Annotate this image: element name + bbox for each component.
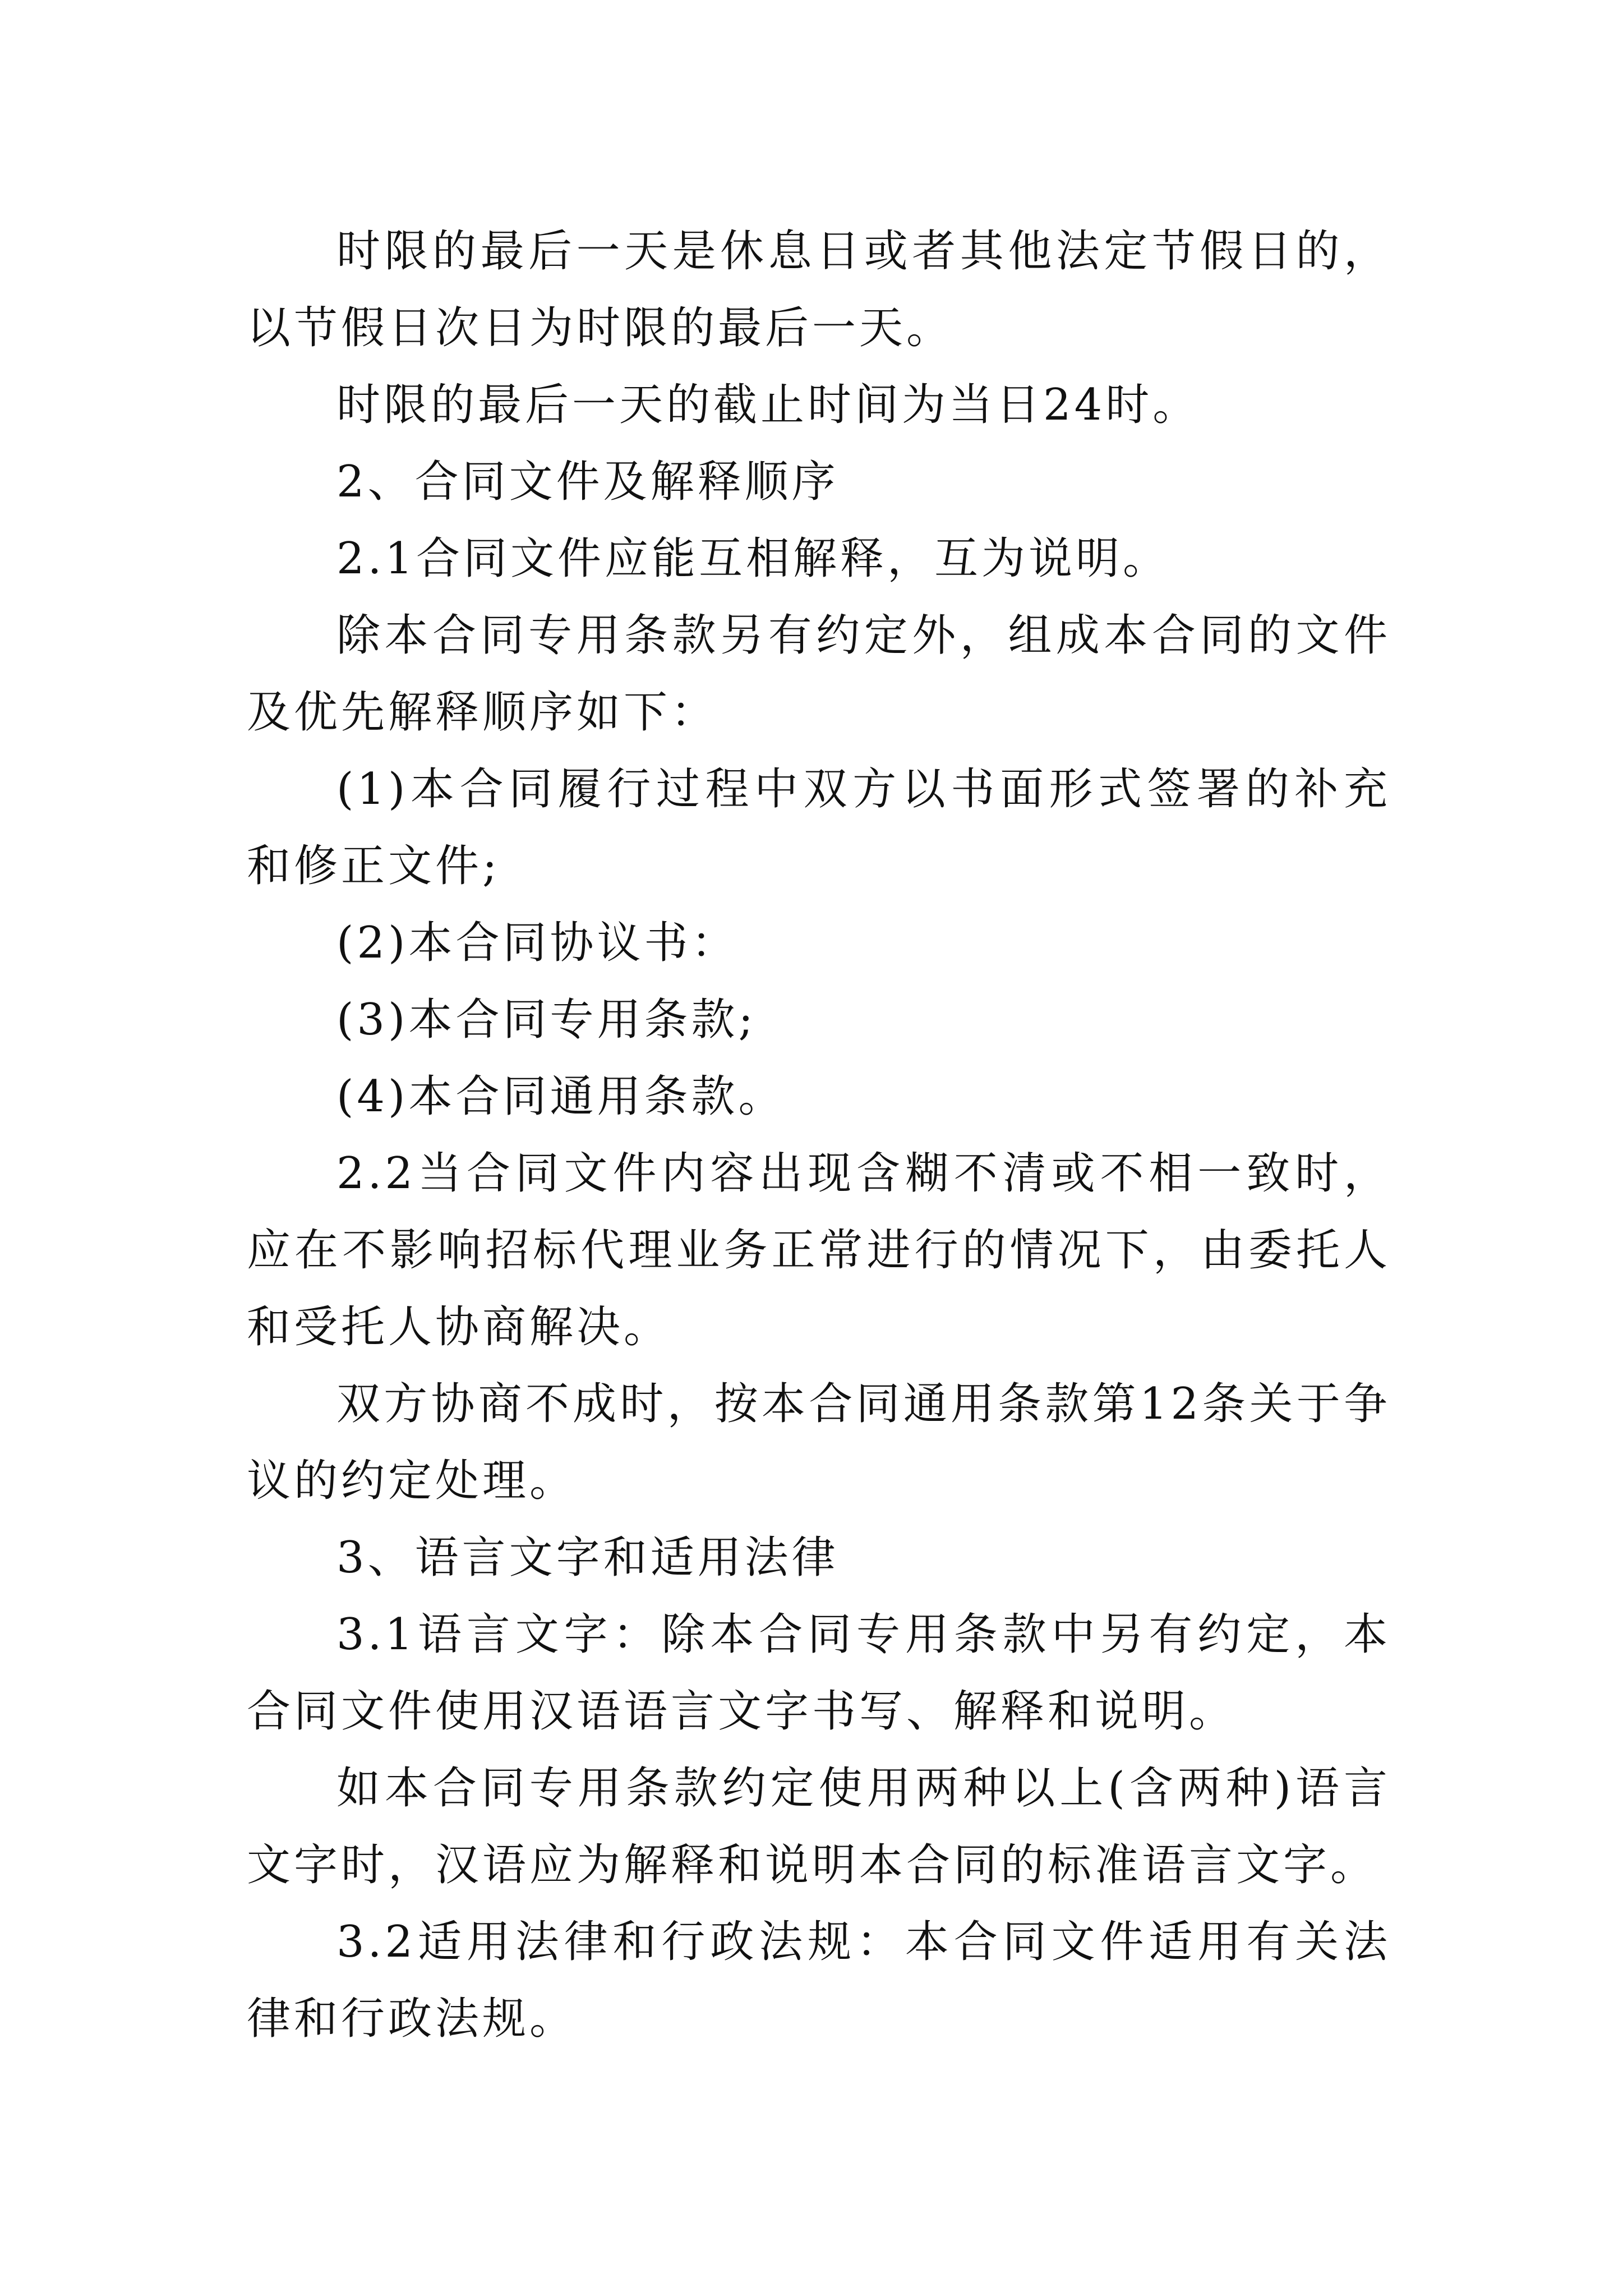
paragraph-languages: 如本合同专用条款约定使用两种以上(含两种)语言文字时，汉语应为解释和说明本合同的标准语言文字。	[247, 1763, 1391, 1890]
section-heading-3: 3、语言文字和适用法律	[336, 1533, 839, 1583]
list-item-4: (4)本合同通用条款。	[336, 1071, 786, 1122]
list-item-2: (2)本合同协议书：	[336, 918, 739, 968]
section-heading-2: 2、合同文件及解释顺序	[336, 457, 839, 507]
list-item-3: (3)本合同专用条款;	[336, 995, 757, 1045]
list-item-1: (1)本合同履行过程中双方以书面形式签署的补充和修正文件;	[247, 764, 1391, 891]
paragraph-2-1: 2.1合同文件应能互相解释，互为说明。	[336, 533, 1170, 584]
paragraph-3-1: 3.1语言文字：除本合同专用条款中另有约定，本合同文件使用汉语语言文字书写、解释和说明。	[247, 1609, 1391, 1737]
document-body	[247, 213, 1391, 2058]
paragraph-3-2: 3.2适用法律和行政法规：本合同文件适用有关法律和行政法规。	[247, 1917, 1391, 2044]
paragraph-2-2: 2.2当合同文件内容出现含糊不清或不相一致时，应在不影响招标代理业务正常进行的情况下，由委托人和受托人协商解决。	[247, 1148, 1391, 1352]
paragraph-deadline-time: 时限的最后一天的截止时间为当日24时。	[336, 380, 1200, 430]
paragraph-priority-order: 除本合同专用条款另有约定外，组成本合同的文件及优先解释顺序如下：	[247, 610, 1391, 738]
paragraph-deadline-holiday: 时限的最后一天是休息日或者其他法定节假日的，以节假日次日为时限的最后一天。	[247, 226, 1391, 353]
paragraph-dispute: 双方协商不成时，按本合同通用条款第12条关于争议的约定处理。	[247, 1379, 1391, 1506]
